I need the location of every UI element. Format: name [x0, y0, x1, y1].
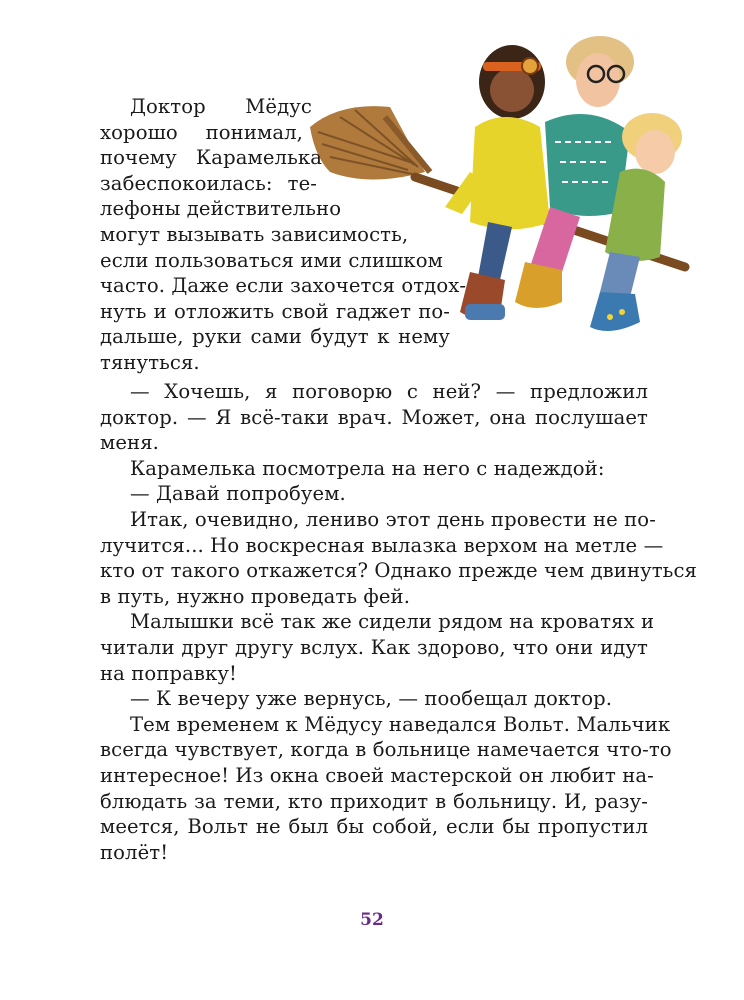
text-line: хорошо понимал, — [100, 120, 303, 144]
text-line: — Хочешь, я поговорю с ней? — предложил — [130, 380, 648, 403]
text-line: в путь, нужно проведать фей. — [100, 584, 411, 608]
text-line: интересное! Из окна своей мастерской он любит на- — [100, 763, 654, 787]
text-line: — К вечеру уже вернусь, — пообещал доктор. — [130, 687, 613, 711]
paragraph — [100, 456, 648, 482]
wrapped-paragraph — [100, 94, 648, 376]
paragraph — [100, 379, 648, 456]
text-line: Итак, очевидно, лениво этот день провести не по- — [130, 507, 656, 531]
main-text — [100, 379, 697, 865]
text-line: полёт! — [100, 840, 169, 864]
text-line: Карамелька посмотрела на него с надеждой: — [130, 456, 605, 480]
text-line: лучится... Но воскресная вылазка верхом на метле — — [100, 533, 664, 557]
text-line: на поправку! — [100, 661, 237, 685]
text-line: всегда чувствует, когда в больнице намечается что-то — [100, 738, 672, 762]
text-line: блюдать за теми, кто приходит в больницу. И, разу- — [100, 789, 648, 813]
text-line: Доктор Мёдус — [130, 95, 312, 118]
text-line: почему Карамелька — [100, 146, 322, 170]
text-line: могут вызывать зависимость, — [100, 222, 409, 246]
text-line: меется, Вольт не был бы собой, если бы пропустил — [100, 815, 648, 839]
paragraph — [100, 507, 697, 609]
text-line: лефоны действительно — [100, 197, 342, 221]
text-line: нуть и отложить свой гаджет по- — [100, 299, 450, 323]
text-line: забеспокоилась: те- — [100, 171, 317, 195]
text-line: доктор. — Я всё-таки врач. Может, она послушает — [100, 405, 648, 429]
text-line: Малышки всё так же сидели рядом на кроватях и — [130, 610, 655, 634]
text-line: меня. — [100, 431, 159, 455]
text-line: Тем временем к Мёдусу наведался Вольт. Мальчик — [130, 712, 671, 736]
text-line: часто. Даже если захочется отдох- — [100, 274, 467, 298]
text-line: — Давай попробуем. — [130, 482, 346, 506]
text-line: читали друг другу вслух. Как здорово, что они идут — [100, 635, 648, 659]
page-number: 52 — [360, 910, 384, 930]
text-line: дальше, руки сами будут к нему — [100, 325, 450, 349]
text-line: тянуться. — [100, 350, 200, 374]
text-line: если пользоваться ими слишком — [100, 248, 444, 272]
paragraph — [100, 712, 672, 866]
paragraph — [100, 609, 655, 686]
paragraph — [100, 686, 648, 712]
paragraph — [100, 481, 648, 507]
text-line: кто от такого откажется? Однако прежде чем двинуться — [100, 559, 697, 583]
